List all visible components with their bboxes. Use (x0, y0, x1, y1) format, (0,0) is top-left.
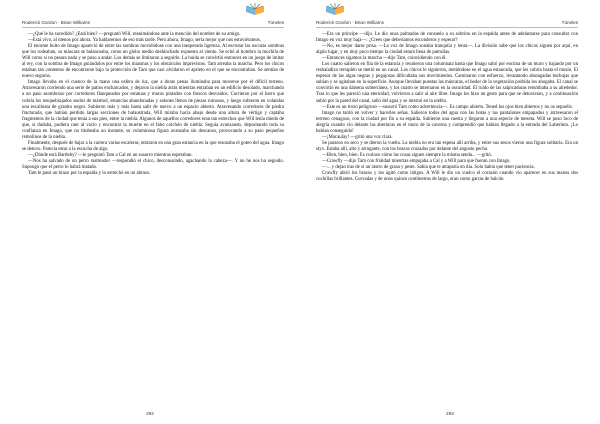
paragraph: El enorme bulto de Imago apareció de entre las sombras moviéndose con una inesperada ligereza. Al escrutar las oscuras sombras que los rodeaban, su máscara se balanceaba, como un globo medio deshinchado expuesto al viento. Se echó al hombro la mochila de Will como si no pesara nada y se puso a andar. Los demás se limitaron a seguirle. La huida se convirtió entonces en un juego de imitar al rey, con la sombra de Imago guiándolos por entre los miasmas y los obstáculos imprevistos. Tam arreaba la marcha. Pero los chicos estaban tan contentos de encontrarse bajo la protección de Tam que casi olvidaron el aprieto en el que se encontraban. Se sentían de nuevo seguros. (22, 44, 284, 80)
paragraph: —Está vivo, al menos por ahora. Ya hablaremos de eso más tarde. Pero ahora, Imago, sería mejor que nos estuviéramos. (28, 38, 261, 44)
paragraph: Los cuatro salieron en fila de la estancia y reunieron una columnata hasta que Imago saltó por encima de un muro y bajando por un resbaladizo terraplén se metió en un canal. Los chicos le siguieron, metiéndose en el agua estancada, que les cubría hasta el muslo. El espesor de las algas negras y pegajosas dificultaba sus movimientos. Caminaron con esfuerzo, levantando abotagadas burbujas que subían y se agitaban en la superficie. Aunque llevaban puestas las máscaras, el hedor de la vegetación podrida los ahogaba. El canal se convirtió en una dársena subterránea, y los cuatro se internaron en la oscuridad. El ruido de las salpicaduras retumbaba a su alrededor. Tras lo que les pareció una eternidad, volvieron a salir al aire libre. Imago les hizo un gesto para que se detuvieran, y a continuación subió por la pared del canal, salió del agua y se internó en la niebla. (316, 62, 578, 104)
paragraph: —No, es mejor darse prisa. —La voz de Imago sonaba tranquila y lenta—. La división sabe que los chicos siguen por aquí, en algún lugar, y en muy poco tiempo la ciudad estará llena de patrullas. (316, 44, 578, 56)
paragraph: —Este es un trozo peligroso —susurró Tam como advertencia—. Es campo abierto. Tened los ojos bien abiertos y no os separéis. (322, 104, 573, 110)
page-header (316, 13, 578, 28)
paragraph: —... y dejan tras de sí un rastro de grasa y peste. Sabía que te atraparía un día. Solo había que tener paciencia. (322, 165, 535, 171)
paragraph: Se pararon en seco y se dieron la vuelta. La niebla no era tan espesa allí arriba, y entre sus sesos vieron una figura solitaria. Era un styx. Estaba allí, alto y arrogante, con los brazos cruzados por delante del angosto pecho. (316, 140, 578, 152)
page-body (316, 32, 578, 183)
right-page (300, 0, 600, 424)
paragraph: Imago llevaba en el cuenco de la mano una esfera de luz, que a duras penas iluminaba para moverse por el difícil terreno. Atravesaron corriendo una serie de patios encharcados, y dejaron la niebla atrás mientras entraban en un edificio desolado, marchando a un paso asombroso por corredores flanqueados por estatuas y muros pintados con frescos desvaídos. Corrieron por el barro que cubría los resquebrajados suelos de mármol, estancias abandonadas y salones llenos de piezas ruinosas, y luego subieron en volandas una escalinata de granito negro. Subieron más y más hasta salir de nuevo a un espacio abierto. Atravesando corredores de piedra fracturada, que habían perdido largas secciones de balaustrada, Will miraba hacia abajo desde una altura de vértigo y captaba fragmentos de la ciudad que tenía a sus pies, entre la niebla. Algunos de aquellos corredores eran tan estrechos que Will tenía miedo de que, si dudaba, pudiera caer al vacío y encontrar la muerte en el fabo colchón de niebla. Seguía avanzando, depositando toda su confianza en Imago, que no titubeaba un instante, su voluminosa figura avanzaba sin descanso, provocando a su paso pequeños remolinos de la niebla. (22, 80, 284, 140)
paragraph: —¡Macaulay! —gritó una voz clara. (322, 134, 393, 140)
page-number: 293 (446, 411, 454, 416)
paragraph: —Entonces sigamos la marcha —dijo Tam, coincidiendo con él. (322, 56, 447, 62)
header-title: Túneles (561, 20, 578, 25)
paragraph: Finalmente, después de bajar a la carrera varias escaleras, entraron en una gran estancia en la que resonaba el goteo del agua. Imago se detuvo. Parecía estar a la escucha de algo. (22, 140, 284, 152)
paragraph: —Nos ha salvado de un perro rastreador —respondió el chico, desconsolado, agachando la cabeza—. Y no he nos ha seguido. Supongo que el perro lo habrá matado. (22, 158, 284, 171)
paragraph: Tam le pasó un brazo por la espalda y lo estrechó en un abrazo. (28, 171, 151, 177)
paragraph: Crawfly abrió los brazos y los agitó como látigos. A Will le dio un vuelco el corazón cuando vio aparecer en sus manos dos cuchillas brillantes. Curvadas y de unos quince centímetros de largo, eran como garras de halcón. (316, 171, 578, 183)
page-number: 292 (146, 411, 154, 416)
header-author: Roderick Gordon · Brian Williams (316, 20, 384, 25)
paragraph: Imago no tardó en volver y hacerles señas. Salieron todos del agua con las botas y los pantalones empapados y atravesaron el terreno cenagoso, con la ciudad por fin a su espalda. Subieron una cuesta y llegaron a una especie de meseta. Will se puso loco de alegría cuando vio delante las aberturas en el muro de la caverna y comprendió que habían llegado a la entrada del Laberinto. ¡Lo habían conseguido! (316, 110, 578, 134)
book-logo-icon (244, 2, 266, 16)
paragraph: —¿Qué le ha sucedido? ¿Está bien? —preguntó Will, reanimándose ante la mención del nombre de su amigo. (28, 32, 241, 37)
paragraph: —Era un príncipe —dijo. Le dio unas palmadas de consuelo a su sobrino en la espalda antes de adelantarse para consultar con Imago en voz muy baja—: ¿Crees que deberíamos esconderos y esperar? (316, 32, 578, 44)
header-author: Roderick Gordon · Brian Williams (22, 20, 90, 25)
paragraph: —Bien, bien, bien. Es curioso cómo las cosas siguen siempre la misma senda... —gritó. (322, 152, 493, 158)
paragraph: —¿Dónde está Bartleby? —le preguntó Tam a Cal en un susurro mientras esperaban. (28, 152, 193, 158)
header-title: Túneles (267, 20, 284, 25)
book-logo-icon (324, 2, 346, 16)
page-body (22, 32, 284, 177)
paragraph: —Crawfly —dijo Tam con frialdad mientras empujaba a Cal y a Will para que fueran con Imago. (322, 158, 511, 164)
